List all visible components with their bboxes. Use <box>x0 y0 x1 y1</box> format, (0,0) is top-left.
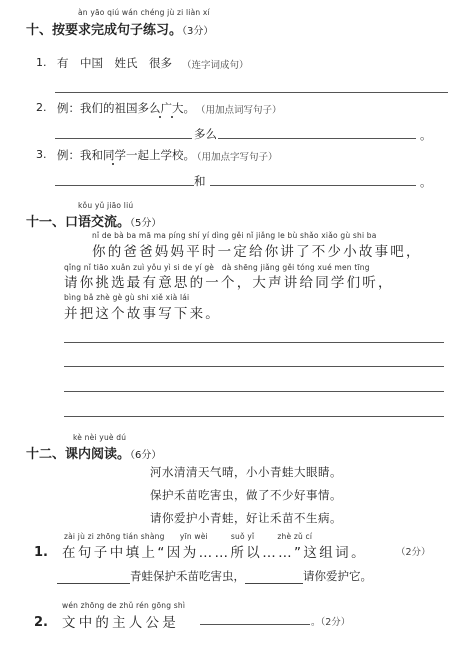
s11-line2: 请你挑选最有意思的一个，大声讲给同学们听， <box>64 275 394 291</box>
s10-q3-blank-b[interactable] <box>210 185 416 186</box>
s10-q2-blank-a[interactable] <box>55 138 192 139</box>
s11-heading-text: 十一、口语交流。 <box>26 215 131 230</box>
s11-line3: 并把这个故事写下来。 <box>64 306 221 322</box>
s12-heading <box>26 443 161 462</box>
s12-score: （6分） <box>130 450 162 461</box>
s10-q3-end: 。 <box>420 175 432 189</box>
s10-q1-answer-line[interactable] <box>55 92 448 93</box>
emphasis-dot <box>171 116 173 118</box>
s11-answer-line-4[interactable] <box>64 416 444 417</box>
s10-q2-num: 2. <box>36 101 47 114</box>
s12-q2-text: 文中的主人公是 <box>62 615 179 631</box>
s12-q1-pinyin: zài jù zi zhōng tián shàng yīn wèi suǒ yǐ zhè zǔ cí <box>64 532 313 541</box>
s10-q3-blank-a[interactable] <box>55 185 194 186</box>
s10-q1-words: 有 中国 姓氏 很多 <box>57 56 172 70</box>
s11-pinyin: kǒu yǔ jiāo liú <box>78 201 134 210</box>
s10-q3-fill: 和 <box>194 174 206 188</box>
s12-q1-blank-a[interactable] <box>57 572 130 584</box>
s10-heading-text: 十、按要求完成句子练习。 <box>26 23 183 38</box>
emphasis-dot <box>159 116 161 118</box>
s12-q1-fill-a: 青蛙保护禾苗吃害虫， <box>130 569 245 583</box>
s11-line1: 你的爸爸妈妈平时一定给你讲了不少小故事吧， <box>92 244 422 260</box>
s10-heading <box>26 19 213 38</box>
s12-q1-score: （2分） <box>396 547 431 558</box>
emphasis-dot <box>112 163 114 165</box>
s11-score: （5分） <box>130 218 162 229</box>
s10-q3-num: 3. <box>36 148 47 161</box>
s10-score: （3分） <box>182 26 214 37</box>
s12-q1-blank-b[interactable] <box>245 572 303 584</box>
poem-line: 河水清清天气晴，小小青蛙大眼睛。 <box>150 465 342 479</box>
s10-q3-note: （用加点字写句子） <box>192 152 278 163</box>
s10-q2-fill: 多么 <box>194 127 217 141</box>
s12-q1-num-text: 1. <box>34 545 48 560</box>
s11-answer-line-3[interactable] <box>64 391 444 392</box>
s10-q1-num: 1. <box>36 56 47 69</box>
s12-q2-pinyin: wén zhōng de zhǔ rén gōng shì <box>62 601 186 610</box>
s10-q1-note: （连字词成句） <box>182 60 249 71</box>
s12-q1-fill-b: 请你爱护它。 <box>303 569 372 583</box>
s11-answer-line-1[interactable] <box>64 342 444 343</box>
s12-heading-text: 十二、课内阅读。 <box>26 447 131 462</box>
s11-py3: bìng bǎ zhè gè gù shi xiě xià lái <box>64 293 190 302</box>
s11-heading <box>26 211 161 230</box>
poem-line: 保护禾苗吃害虫，做了不少好事情。 <box>150 488 342 502</box>
s10-q3-example: 例：我和同学一起上学校。 <box>57 148 195 162</box>
s12-q1-fill-row <box>57 568 372 584</box>
s12-q2-num-text: 2. <box>34 615 48 630</box>
s12-q1-num <box>34 541 48 560</box>
s10-q2-end: 。 <box>420 128 432 142</box>
s10-q2-note: （用加点词写句子） <box>196 105 282 116</box>
s12-q2-score: 。（2分） <box>311 617 351 628</box>
s12-q1-text: 在句子中填上“因为……所以……”这组词。 <box>62 545 367 561</box>
s11-answer-line-2[interactable] <box>64 366 444 367</box>
s10-q2-example: 例：我们的祖国多么广大。 <box>57 101 195 115</box>
s12-q2-blank[interactable] <box>200 624 310 625</box>
s10-pinyin: àn yāo qiú wán chéng jù zi liàn xí <box>78 8 210 17</box>
s12-pinyin: kè nèi yuè dú <box>73 433 127 442</box>
s12-q2-num <box>34 611 48 630</box>
s11-py2: qǐng nǐ tiāo xuǎn zuì yǒu yì si de yí gè dà shēng jiǎng gěi tóng xué men tīng <box>64 263 370 272</box>
s11-py1: nǐ de bà ba mā ma píng shí yí dìng gěi nǐ jiǎng le bù shǎo xiǎo gù shi ba <box>92 231 377 240</box>
poem-line: 请你爱护小青蛙，好让禾苗不生病。 <box>150 511 342 525</box>
s10-q2-blank-b[interactable] <box>218 138 416 139</box>
